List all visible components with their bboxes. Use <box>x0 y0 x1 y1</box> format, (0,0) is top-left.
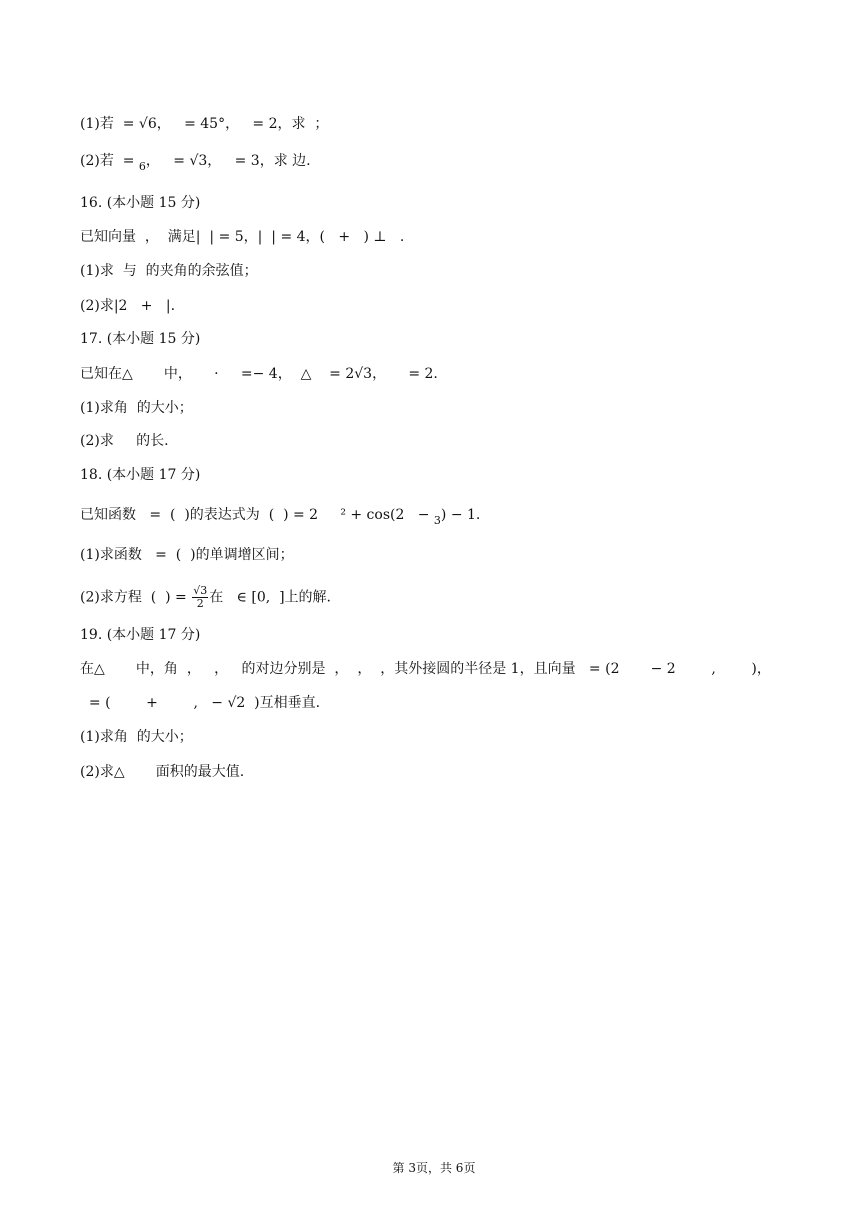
fraction-numerator: √3 <box>193 584 208 597</box>
q17-header: 17. (本小题 15 分) <box>80 331 201 347</box>
q19-part1: (1)求角 的大小； <box>80 729 193 745</box>
q18-part2-pre: (2)求方程 ( ) = <box>80 589 192 606</box>
q18-header: 18. (本小题 17 分) <box>80 467 201 483</box>
q17-part1: (1)求角 的大小； <box>80 400 193 416</box>
q18-part2-fraction <box>192 585 208 610</box>
q18-part2-post: 在 ∈ [0, ]上的解. <box>209 589 331 606</box>
q16-part2: (2)求|2 + |. <box>80 298 176 314</box>
q15-part2-fraction: 6 <box>138 160 146 173</box>
q18-stem-post: ) − 1. <box>440 507 481 523</box>
q18-stem-pre: 已知函数 = ( )的表达式为 ( ) = 2 ² + cos(2 − <box>80 507 434 523</box>
q17-part2: (2)求 的长. <box>80 433 169 449</box>
q16-stem: 已知向量 ， 满足| | = 5，| | = 4，( + ) ⊥ . <box>80 229 405 245</box>
q18-part1: (1)求函数 = ( )的单调增区间； <box>80 547 294 563</box>
q18-stem <box>80 505 480 531</box>
q15-part2 <box>80 151 311 177</box>
q19-part2: (2)求△ 面积的最大值. <box>80 764 245 780</box>
page-number-footer: 第 3页，共 6页 <box>392 1161 476 1175</box>
q19-header: 19. (本小题 17 分) <box>80 627 201 643</box>
q19-stem-line2: = ( + , − √2 )互相垂直. <box>80 695 321 711</box>
q15-part2-post: ， = √3， = 3，求 边. <box>145 153 311 169</box>
q17-stem: 已知在△ 中， · =− 4， △ = 2√3， = 2. <box>80 366 438 382</box>
q16-header: 16. (本小题 15 分) <box>80 195 201 211</box>
q19-stem-line1: 在△ 中，角 ， ， 的对边分别是 ， ， ，其外接圆的半径是 1，且向量 = (2 − 2 , )， <box>80 661 771 677</box>
q15-part1: (1)若 = √6， = 45°， = 2，求 ； <box>80 116 329 132</box>
q15-part2-pre: (2)若 = <box>80 153 139 169</box>
q16-part1: (1)求 与 的夹角的余弦值； <box>80 263 258 279</box>
q18-part2 <box>80 585 331 610</box>
fraction-denominator: 2 <box>196 597 204 610</box>
q18-stem-fraction: 3 <box>433 514 441 527</box>
